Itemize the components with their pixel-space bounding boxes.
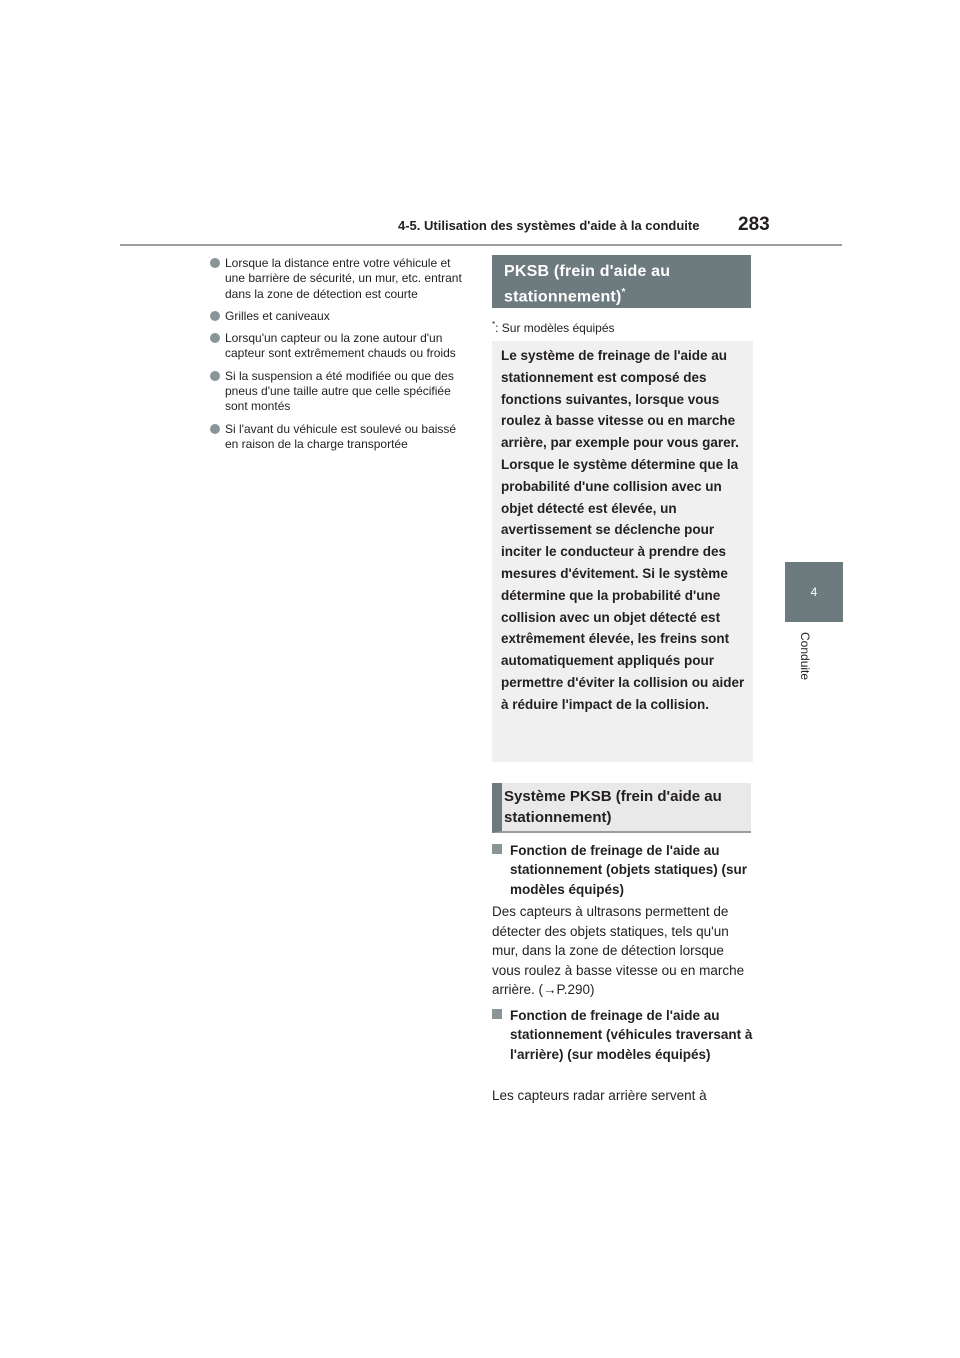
subsection-body: Des capteurs à ultrasons permettent de détecter des objets statiques, tels qu'un mur, dans la zone de détection lorsque vous roulez à basse vitesse ou en marche arrière. (→P.290)	[492, 904, 745, 998]
subsection-heading	[492, 1006, 754, 1064]
list-item-text: Si la suspension a été modifiée ou que des pneus d'une taille autre que celle spécifiée sont montés	[225, 368, 454, 414]
subsection-heading-text: Fonction de freinage de l'aide au stationnement (objets statiques) (sur modèles équipés)	[510, 843, 748, 897]
feature-title-text: PKSB (frein d'aide au stationnement)	[504, 263, 671, 306]
list-item	[210, 256, 472, 302]
feature-title-box	[492, 255, 751, 308]
footnote-marker: *	[621, 287, 626, 298]
page-number: 283	[738, 214, 770, 235]
list-item-text: Lorsqu'un capteur ou la zone autour d'un capteur sont extrêmement chauds ou froids	[225, 331, 456, 361]
list-item	[210, 422, 472, 453]
list-item-text: Si l'avant du véhicule est soulevé ou baissé en raison de la charge transportée	[225, 421, 457, 451]
footnote	[492, 320, 615, 335]
chapter-label: Conduite	[798, 632, 812, 681]
section-heading: Système PKSB (frein d'aide au stationnement)	[504, 788, 722, 826]
chapter-number: 4	[810, 585, 818, 599]
list-item-text: Lorsque la distance entre votre véhicule et une barrière de sécurité, un mur, etc. entrant dans la zone de détection est courte	[225, 256, 462, 301]
header-divider	[120, 244, 842, 246]
bullet-dot-icon	[210, 258, 220, 268]
feature-title	[504, 261, 744, 307]
condition-bullet-list	[210, 256, 472, 459]
bullet-dot-icon	[210, 371, 220, 381]
intro-text: Le système de freinage de l'aide au stationnement est composé des fonctions suivantes, lorsque vous roulez à basse vitesse ou en marche arrière, par exemple pour vous garer. Lorsque le système détermine que la probabilité d'une collision avec un objet détecté est élevée, un avertissement se déclenche pour inciter le conducteur à prendre des mesures d'évitement. Si le système détermine que la probabilité d'une collision avec un objet détecté est extrêmement élevée, les freins sont automatiquement appliqués pour permettre d'éviter la collision ou aider à réduire l'impact de la collision.	[501, 348, 745, 712]
square-bullet-icon	[492, 1009, 502, 1019]
chapter-tab[interactable]	[785, 562, 843, 622]
list-item-text: Grilles et caniveaux	[225, 308, 330, 323]
subsection-heading	[492, 841, 754, 899]
bullet-dot-icon	[210, 424, 220, 434]
header-section-title: 4-5. Utilisation des systèmes d'aide à la conduite	[398, 218, 700, 233]
square-bullet-icon	[492, 844, 502, 854]
intro-box	[492, 341, 753, 762]
footnote-text: : Sur modèles équipés	[495, 321, 615, 335]
list-item	[210, 331, 472, 362]
list-item	[210, 309, 472, 324]
footnote-marker: *	[492, 320, 496, 329]
subsection-heading-text: Fonction de freinage de l'aide au stationnement (véhicules traversant à l'arrière) (sur modèles équipés)	[510, 1008, 753, 1062]
bullet-dot-icon	[210, 333, 220, 343]
list-item	[210, 369, 472, 415]
bullet-dot-icon	[210, 311, 220, 321]
subsection-body: Les capteurs radar arrière servent à	[492, 1088, 707, 1103]
section-heading-box	[492, 783, 751, 833]
